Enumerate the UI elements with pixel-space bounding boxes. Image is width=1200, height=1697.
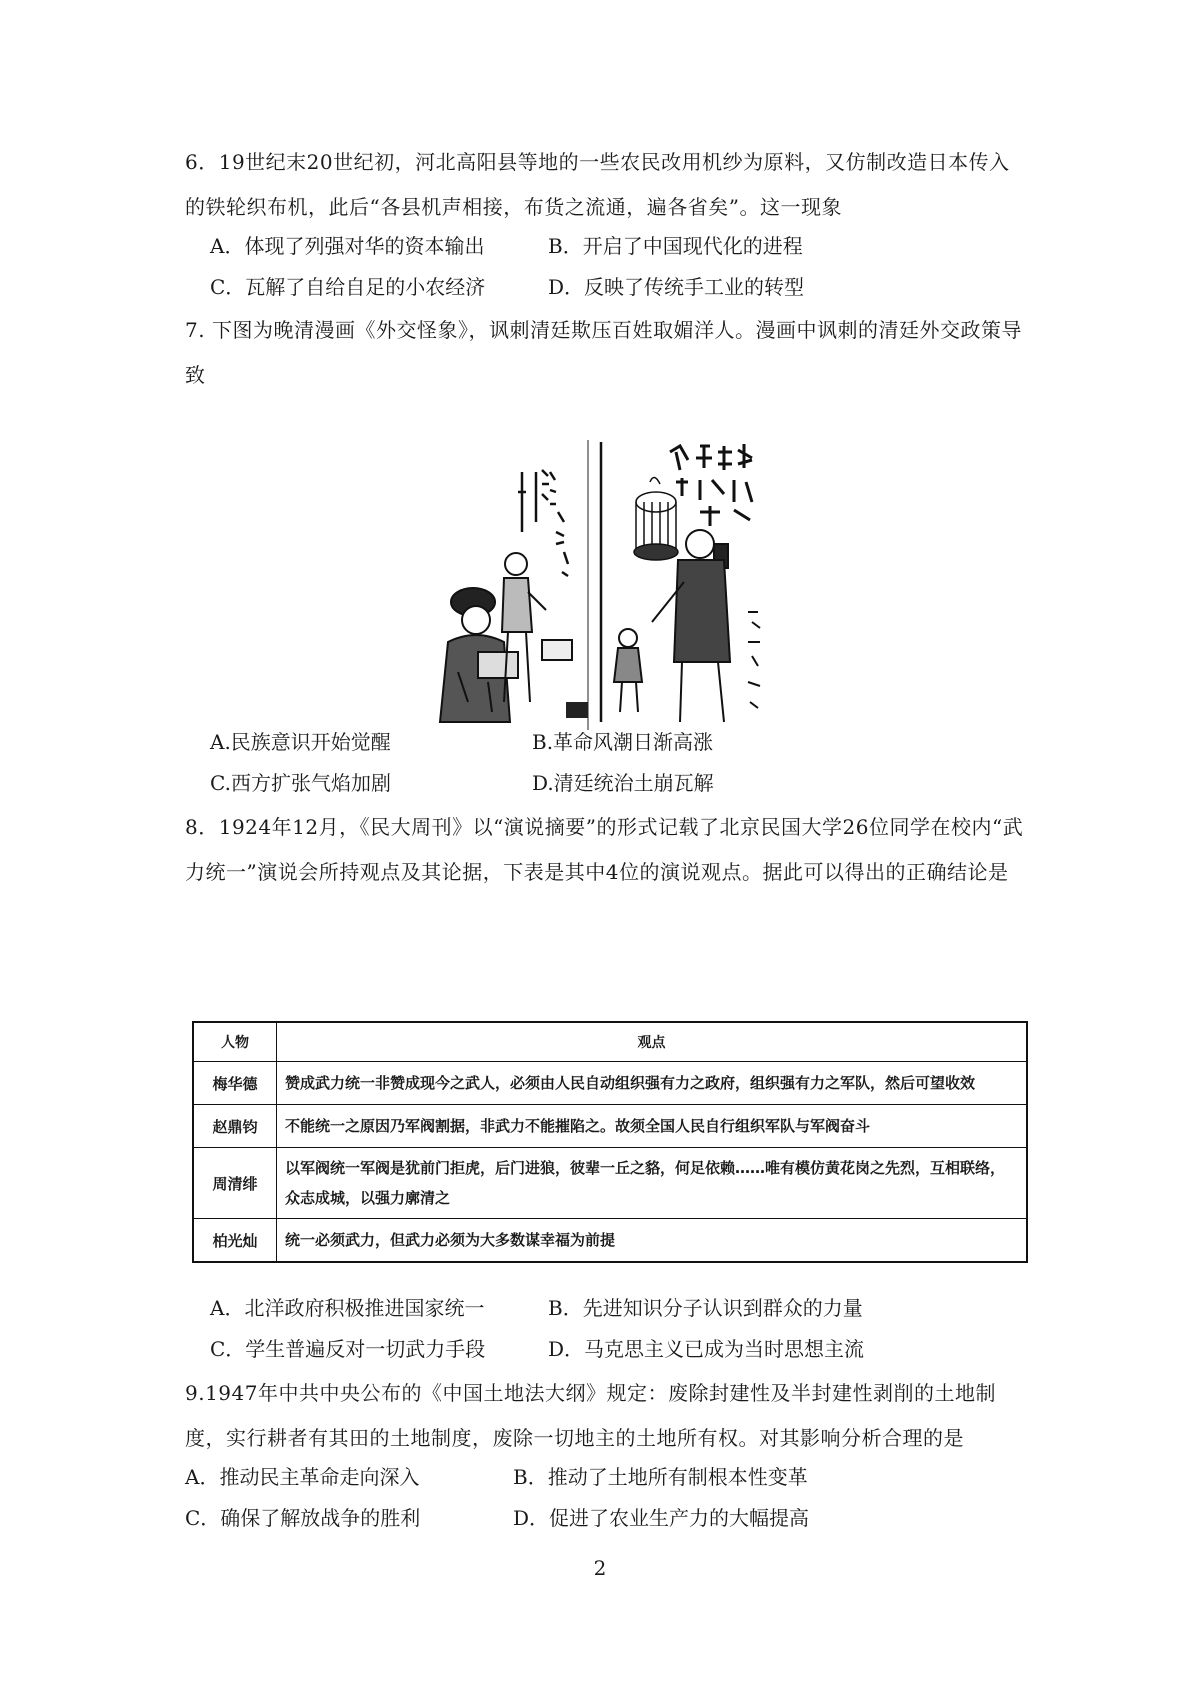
speech-views-table	[192, 1021, 1028, 1263]
question-9-option-b: B．推动了土地所有制根本性变革	[513, 1465, 808, 1489]
question-7-stem: 7. 下图为晚清漫画《外交怪象》，讽刺清廷欺压百姓取媚洋人。漫画中讽刺的清廷外交政策导致	[185, 318, 1022, 387]
question-8-options-row-2	[210, 1327, 1010, 1371]
question-9-option-d: D．促进了农业生产力的大幅提高	[513, 1506, 810, 1530]
question-9-options-row-2	[185, 1496, 1005, 1540]
question-6-options-row-1	[210, 224, 1010, 268]
table-header-person: 人物	[193, 1022, 277, 1062]
question-7-option-a: A.民族意识开始觉醒	[210, 730, 391, 754]
table-cell-view: 不能统一之原因乃军阀割据，非武力不能摧陷之。故须全国人民自行组织军队与军阀奋斗	[277, 1105, 1028, 1148]
question-8-options-row-1	[210, 1286, 1010, 1330]
question-7-option-c: C.西方扩张气焰加剧	[210, 771, 391, 795]
question-6-option-d: D．反映了传统手工业的转型	[548, 275, 805, 299]
page-number: 2	[593, 1556, 607, 1580]
question-8-stem: 8．1924年12月，《民大周刊》以“演说摘要”的形式记载了北京民国大学26位同学在校内“武力统一”演说会所持观点及其论据，下表是其中4位的演说观点。据此可以得出的正确结论是	[185, 815, 1024, 884]
table-row	[193, 1062, 1027, 1105]
question-7-option-d: D.清廷统治土崩瓦解	[532, 771, 714, 795]
question-6-options-row-2	[210, 265, 1010, 309]
question-8-option-b: B．先进知识分子认识到群众的力量	[548, 1296, 863, 1320]
table-cell-view: 赞成武力统一非赞成现今之武人，必须由人民自动组织强有力之政府，组织强有力之军队，然后可望收效	[277, 1062, 1028, 1105]
question-6-option-c: C．瓦解了自给自足的小农经济	[210, 275, 486, 299]
question-7-options-row-1	[210, 720, 1010, 764]
table-header-row	[193, 1022, 1027, 1062]
question-8-option-d: D．马克思主义已成为当时思想主流	[548, 1337, 865, 1361]
table-cell-view: 统一必须武力，但武力必须为大多数谋幸福为前提	[277, 1219, 1028, 1263]
question-7-option-b: B.革命风潮日渐高涨	[532, 730, 714, 754]
question-8-option-c: C．学生普遍反对一切武力手段	[210, 1337, 486, 1361]
question-6-option-b: B．开启了中国现代化的进程	[548, 234, 803, 258]
table-cell-person: 柏光灿	[193, 1219, 277, 1263]
table-row	[193, 1105, 1027, 1148]
table-row	[193, 1148, 1027, 1219]
question-9-option-c: C．确保了解放战争的胜利	[185, 1506, 421, 1530]
question-8-option-a: A．北洋政府积极推进国家统一	[210, 1296, 485, 1320]
waijiao-guaixiang-cartoon	[438, 432, 778, 750]
table-cell-person: 赵鼎钧	[193, 1105, 277, 1148]
question-9-option-a: A．推动民主革命走向深入	[185, 1465, 420, 1489]
table-cell-view: 以军阀统一军阀是犹前门拒虎，后门进狼，彼辈一丘之貉，何足依赖……唯有模仿黄花岗之先烈，互相联络，众志成城，以强力廓清之	[277, 1148, 1028, 1219]
table-cell-person: 梅华德	[193, 1062, 277, 1105]
question-9-options-row-1	[185, 1455, 1005, 1499]
question-6-option-a: A．体现了列强对华的资本输出	[210, 234, 485, 258]
table-cell-person: 周清绯	[193, 1148, 277, 1219]
question-6-stem: 6．19世纪末20世纪初，河北高阳县等地的一些农民改用机纱为原料，又仿制改造日本传入的铁轮织布机，此后“各县机声相接，布货之流通，遍各省矣”。这一现象	[185, 150, 1010, 219]
table-header-view: 观点	[277, 1022, 1028, 1062]
question-9-stem: 9.1947年中共中央公布的《中国土地法大纲》规定：废除封建性及半封建性剥削的土地制度，实行耕者有其田的土地制度，废除一切地主的土地所有权。对其影响分析合理的是	[185, 1381, 996, 1450]
cartoon-illustration	[438, 432, 778, 750]
table-row	[193, 1219, 1027, 1263]
question-7-options-row-2	[210, 761, 1010, 805]
